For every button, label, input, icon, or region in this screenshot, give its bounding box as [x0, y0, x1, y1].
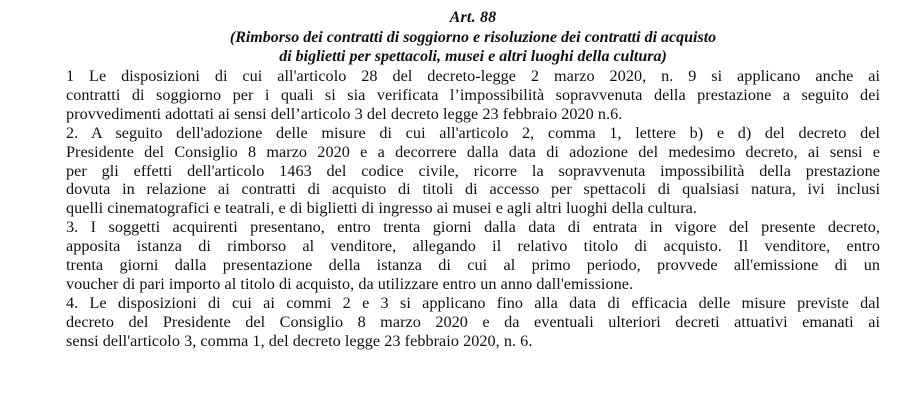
- paragraph-line: voucher di pari importo al titolo di acquisto, da utilizzare entro un anno dall'emissione.: [66, 274, 634, 293]
- paragraph-line: per gli effetti dell'articolo 1463 del codice civile, ricorre la sopravvenuta impossibilità della prestazione: [66, 161, 880, 180]
- paragraph-4: [66, 294, 880, 351]
- paragraph-line: decreto del Presidente del Consiglio 8 marzo 2020 e da eventuali ulteriori decreti attuativi emanati ai: [66, 312, 880, 331]
- paragraph-line: quelli cinematografici e teatrali, e di biglietti di ingresso ai musei e agli altri luoghi della cultura.: [66, 199, 697, 218]
- paragraph-3: [66, 218, 880, 294]
- paragraph-2: [66, 124, 880, 219]
- article-title-line: di biglietti per spettacoli, musei e altri luoghi della cultura): [279, 48, 667, 65]
- paragraph-line: Presidente del Consiglio 8 marzo 2020 e a decorrere dalla data di adozione del medesimo decreto, ai sensi e: [66, 142, 880, 161]
- paragraph-line: dovuta in relazione ai contratti di acquisto di titoli di accesso per spettacoli di qualsiasi natura, ivi inclusi: [66, 180, 880, 199]
- article-number: Art. 88: [449, 9, 497, 26]
- article-title-line: (Rimborso dei contratti di soggiorno e risoluzione dei contratti di acquisto: [229, 29, 717, 46]
- paragraph-line: 4. Le disposizioni di cui ai commi 2 e 3 si applicano fino alla data di efficacia delle misure previste dal: [66, 293, 880, 312]
- paragraph-line: contratti di soggiorno per i quali si sia verificata l’impossibilità sopravvenuta della prestazione a seguito dei: [66, 85, 880, 104]
- paragraph-line: sensi dell'articolo 3, comma 1, del decreto legge 23 febbraio 2020, n. 6.: [66, 331, 533, 350]
- paragraph-line: apposita istanza di rimborso al venditore, allegando il relativo titolo di acquisto. Il venditore, entro: [66, 237, 880, 256]
- paragraph-line: 3. I soggetti acquirenti presentano, entro trenta giorni dalla data di entrata in vigore del presente decreto,: [66, 218, 880, 237]
- paragraph-line: 1 Le disposizioni di cui all'articolo 28 del decreto-legge 2 marzo 2020, n. 9 si applicano anche ai: [66, 67, 880, 85]
- paragraph-line: trenta giorni dalla presentazione della istanza di cui al primo periodo, provvede all'emissione di un: [66, 256, 880, 275]
- paragraph-line: provvedimenti adottati ai sensi dell’articolo 3 del decreto legge 23 febbraio 2020 n.6.: [66, 104, 623, 123]
- article-title: [66, 28, 880, 66]
- paragraph-1: [66, 67, 880, 124]
- paragraph-line: 2. A seguito dell'adozione delle misure di cui all'articolo 2, comma 1, lettere b) e d) del decreto del: [66, 123, 880, 142]
